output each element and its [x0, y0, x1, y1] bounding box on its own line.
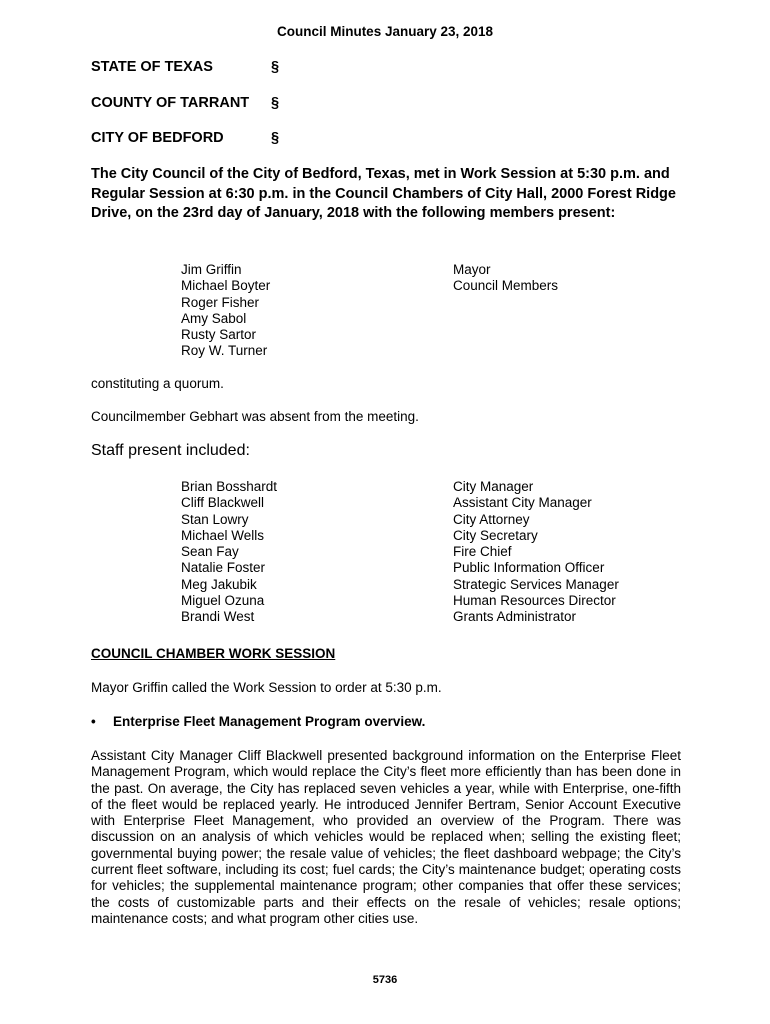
staff-name: Natalie Foster	[181, 560, 266, 576]
work-session-heading: COUNCIL CHAMBER WORK SESSION	[91, 646, 336, 661]
staff-heading: Staff present included:	[91, 442, 250, 459]
jurisdiction-name: CITY OF BEDFORD	[91, 130, 224, 146]
member-name: Rusty Sartor	[181, 327, 257, 343]
staff-title: City Attorney	[453, 511, 530, 527]
jurisdiction-state	[91, 59, 279, 75]
agenda-item-title: Enterprise Fleet Management Program overview.	[113, 714, 426, 729]
agenda-item	[91, 714, 425, 729]
call-to-order-text: Mayor Griffin called the Work Session to order at 5:30 p.m.	[91, 680, 442, 695]
staff-name: Brandi West	[181, 609, 255, 625]
page-header: Council Minutes January 23, 2018	[276, 24, 494, 39]
members-titles-list	[453, 262, 558, 295]
intro-paragraph: The City Council of the City of Bedford, Texas, met in Work Session at 5:30 p.m. and Regular Session at 6:30 p.m. in the Council Chambers of City Hall, 2000 Forest Ridge Drive, on the 23rd day of January, 2018 with the following members present:	[91, 166, 676, 221]
staff-name: Cliff Blackwell	[181, 495, 265, 511]
jurisdiction-city	[91, 130, 279, 146]
section-symbol: §	[271, 95, 280, 111]
member-name: Michael Boyter	[181, 278, 271, 294]
staff-name: Meg Jakubik	[181, 576, 257, 592]
staff-title: Grants Administrator	[453, 609, 577, 625]
staff-name: Michael Wells	[181, 527, 265, 543]
member-name: Jim Griffin	[181, 262, 242, 277]
member-name: Amy Sabol	[181, 310, 247, 326]
staff-name: Stan Lowry	[181, 511, 249, 527]
section-symbol: §	[271, 59, 280, 75]
absent-text: Councilmember Gebhart was absent from the meeting.	[91, 409, 419, 424]
staff-titles-list	[453, 479, 619, 626]
member-title: Council Members	[453, 278, 559, 294]
staff-name: Miguel Ozuna	[181, 593, 265, 609]
member-title: Mayor	[453, 262, 491, 277]
staff-title: Strategic Services Manager	[453, 576, 619, 592]
jurisdiction-county	[91, 95, 279, 111]
staff-title: City Manager	[453, 479, 534, 494]
jurisdiction-name: STATE OF TEXAS	[91, 59, 213, 75]
quorum-text: constituting a quorum.	[91, 376, 224, 391]
bullet-icon: •	[91, 714, 96, 729]
staff-names-list	[181, 479, 277, 626]
staff-title: Public Information Officer	[453, 560, 605, 576]
members-names-list	[181, 262, 270, 360]
staff-name: Brian Bosshardt	[181, 479, 278, 494]
member-name: Roy W. Turner	[181, 343, 268, 359]
staff-title: Human Resources Director	[453, 593, 616, 609]
page-number: 5736	[372, 974, 398, 986]
staff-title: City Secretary	[453, 527, 538, 543]
jurisdiction-name: COUNTY OF TARRANT	[91, 95, 250, 111]
agenda-item-body: Assistant City Manager Cliff Blackwell presented background information on the Enterprise Fleet Management Program, which would replace the City’s fleet more efficiently than has been done in the past. On average, the City has replaced seven vehicles a year, while with Enterprise, one-fifth of the fleet would be replaced yearly. He introduced Jennifer Bertram, Senior Account Executive with Enterprise Fleet Management, who provided an overview of the Program. There was discussion on an analysis of which vehicles would be replaced when; selling the existing fleet; governmental buying power; the resale value of vehicles; the fleet dashboard webpage; the City’s current fleet software, including its cost; fuel cards; the City’s maintenance budget; operating costs for vehicles; the supplemental maintenance program; other companies that offer these services; the costs of customizable parts and their effects on the resale of vehicles; resale options; maintenance costs; and what program other cities use.	[91, 748, 681, 926]
member-name: Roger Fisher	[181, 294, 260, 310]
staff-name: Sean Fay	[181, 544, 239, 560]
staff-title: Assistant City Manager	[453, 495, 592, 511]
section-symbol: §	[271, 130, 280, 146]
staff-title: Fire Chief	[453, 544, 512, 560]
